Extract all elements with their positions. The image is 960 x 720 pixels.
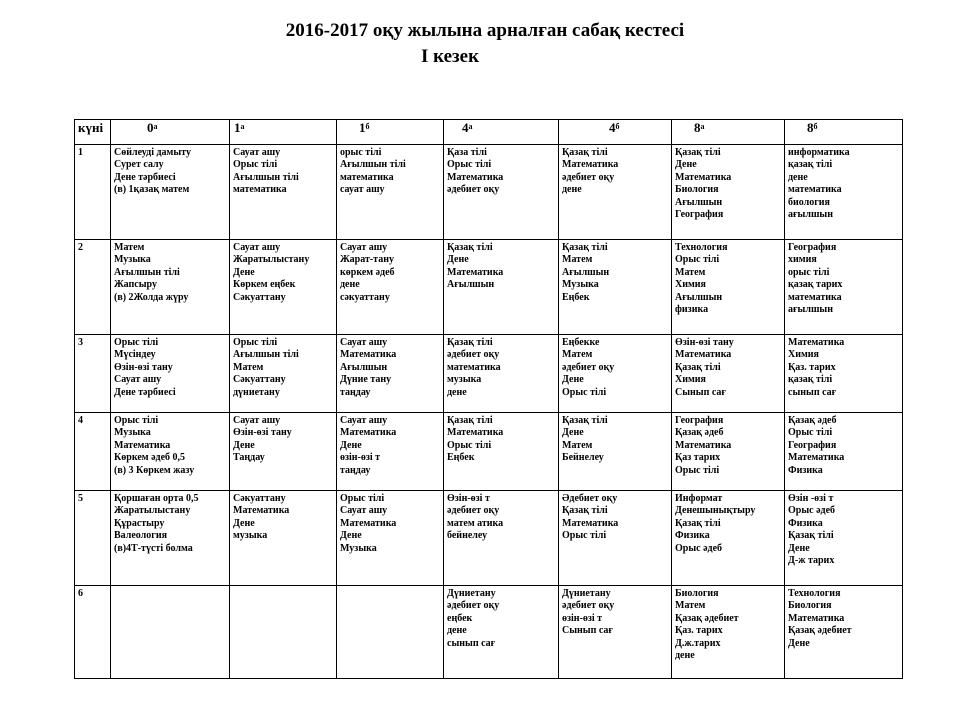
lesson-name: ағылшын (788, 304, 833, 316)
lesson-name: өзін-өзі т (340, 452, 381, 464)
lesson-name: Дүние тану (340, 374, 392, 386)
schedule-cell (230, 335, 337, 413)
lesson-name: Сәкуаттану (233, 291, 286, 303)
lesson-name: Дүниетану (447, 588, 496, 599)
lesson-name: Дүниетану (562, 588, 611, 599)
lesson-name: (в)4Т-түсті болма (114, 542, 193, 554)
lesson-name: Орыс тілі (675, 254, 720, 266)
lesson-name: Математика (675, 439, 732, 451)
lesson-name: Орыс тілі (447, 159, 492, 171)
lesson-name: Жаратылыстану (114, 505, 191, 517)
schedule-cell (230, 586, 337, 679)
lesson-name: Дене (340, 439, 362, 451)
lesson-name: Химия (675, 279, 706, 291)
lesson-name: Қазақ тілі (562, 415, 608, 426)
schedule-cell (444, 240, 559, 335)
lesson-name: Матем (675, 266, 706, 278)
schedule-cell (785, 413, 903, 491)
column-header: $1^а$ (230, 120, 337, 145)
lesson-name: Дене (340, 530, 362, 542)
lesson-name: Математика (447, 266, 504, 278)
lesson-name: Қазақ тілі (562, 242, 608, 253)
lesson-name: математика (233, 184, 287, 196)
lesson-name: Дене (233, 517, 255, 529)
lesson-name: Матем (233, 361, 264, 373)
lesson-name: Қазақ тілі (675, 361, 721, 373)
column-header: $4^б$ (559, 120, 672, 145)
lesson-name: Математика (788, 452, 845, 464)
lesson-name: Математика (114, 439, 171, 451)
schedule-cell (444, 491, 559, 586)
lesson-name: Дене тәрбиесі (114, 171, 176, 183)
lesson-name: көркем әдеб (340, 266, 395, 278)
lesson-name: Математика (340, 349, 397, 361)
schedule-cell (337, 145, 444, 240)
lesson-name: Ағылшын (562, 266, 610, 278)
lesson-name: Сөйлеуді дамыту (114, 147, 191, 158)
lesson-name: математика (340, 171, 394, 183)
lesson-name: География (788, 439, 837, 451)
lesson-name: Сауат ашу (340, 505, 388, 517)
schedule-cell (559, 145, 672, 240)
lesson-name: Қазақ тілі (447, 337, 493, 348)
lesson-name: Технология (675, 242, 728, 253)
lesson-name: Қазақ тілі (675, 147, 721, 158)
table-row (75, 491, 903, 586)
schedule-cell (444, 586, 559, 679)
lesson-name: Қаз. тарих (788, 361, 836, 373)
lesson-name: Сурет салу (114, 159, 164, 171)
lesson-name: Денешынықтыру (675, 505, 756, 517)
schedule-cell (785, 145, 903, 240)
column-header: $1^б$ (337, 120, 444, 145)
lesson-name: Қазақ әдеб (675, 427, 724, 439)
lesson-name: дене (447, 625, 467, 637)
schedule-cell (111, 413, 230, 491)
lesson-name: әдебиет оқу (447, 600, 500, 612)
schedule-cell (559, 240, 672, 335)
schedule-cell (785, 335, 903, 413)
lesson-name: Химия (788, 349, 819, 361)
schedule-cell (337, 586, 444, 679)
lesson-name: Көркем еңбек (233, 279, 296, 291)
lesson-name: Қазақ әдеб (788, 415, 837, 426)
day-number: 1 (75, 145, 111, 240)
lesson-name: дене (562, 184, 582, 196)
lesson-name: Қазақ әдебиет (788, 625, 852, 637)
lesson-name: Орыс әдеб (788, 505, 836, 517)
schedule-cell (444, 145, 559, 240)
lesson-name: биология (788, 196, 830, 208)
lesson-name: Сауат ашу (340, 415, 388, 426)
lesson-name: Дене (788, 637, 810, 649)
lesson-name: Дене (562, 374, 584, 386)
schedule-cell (337, 413, 444, 491)
lesson-name: (в) 1қазақ матем (114, 184, 190, 196)
lesson-name: Өзін -өзі т (788, 493, 834, 504)
schedule-cell (672, 240, 785, 335)
lesson-name: Физика (788, 517, 823, 529)
lesson-name: География (675, 209, 724, 221)
lesson-name: Дене тәрбиесі (114, 386, 176, 398)
lesson-name: Дене (788, 542, 810, 554)
lesson-name: Өзін-өзі тану (675, 337, 734, 348)
lesson-name: Матем (562, 254, 593, 266)
lesson-name: Музыка (114, 427, 151, 439)
schedule-cell (444, 335, 559, 413)
lesson-name: Технология (788, 588, 841, 599)
lesson-name: Ағылшын тілі (233, 349, 299, 361)
lesson-name: Матем (675, 600, 706, 612)
lesson-name: Қазақ тілі (675, 517, 721, 529)
lesson-name: Ағылшын (447, 279, 495, 291)
lesson-name: Қазақ әдебиет (675, 612, 739, 624)
lesson-name: Ағылшын (675, 291, 723, 303)
schedule-cell (111, 240, 230, 335)
lesson-name: Математика (562, 159, 619, 171)
lesson-name: Орыс тілі (340, 493, 385, 504)
schedule-cell (337, 240, 444, 335)
corner-label: күні (75, 120, 111, 145)
lesson-name: музыка (233, 530, 268, 542)
lesson-name: әдебиет оқу (447, 349, 500, 361)
lesson-name: Физика (788, 464, 823, 476)
schedule-cell (337, 491, 444, 586)
lesson-name: Өзін-өзі тану (114, 361, 173, 373)
lesson-name: дене (675, 650, 695, 662)
lesson-name: Ағылшын тілі (233, 171, 299, 183)
lesson-name: Математика (340, 517, 397, 529)
lesson-name: сынып сағ (788, 386, 837, 398)
table-row (75, 335, 903, 413)
schedule-cell (672, 145, 785, 240)
lesson-name: сынып сағ (447, 637, 496, 649)
lesson-name: сәкуаттану (340, 291, 390, 303)
schedule-cell (230, 240, 337, 335)
lesson-name: Таңдау (233, 452, 265, 464)
lesson-name: Ағылшын (675, 196, 723, 208)
lesson-name: өзін-өзі т (562, 612, 603, 624)
lesson-name: Математика (447, 171, 504, 183)
lesson-name: Биология (675, 588, 719, 599)
lesson-name: Орыс тілі (114, 415, 159, 426)
lesson-name: География (788, 242, 837, 253)
schedule-cell (785, 491, 903, 586)
table-row (75, 586, 903, 679)
lesson-name: Музыка (340, 542, 377, 554)
column-header: $8^б$ (785, 120, 903, 145)
lesson-name: Орыс тілі (114, 337, 159, 348)
schedule-cell (672, 586, 785, 679)
lesson-name: Матем (114, 242, 145, 253)
lesson-name: Сәкуаттану (233, 493, 286, 504)
lesson-name: музыка (447, 374, 482, 386)
lesson-name: Қаз тарих (675, 452, 721, 464)
lesson-name: Қаза тілі (447, 147, 487, 158)
schedule-cell (785, 586, 903, 679)
lesson-name: матем атика (447, 517, 504, 529)
lesson-name: Қазақ тілі (447, 415, 493, 426)
lesson-name: дене (788, 171, 808, 183)
lesson-name: қазақ тілі (788, 374, 833, 386)
lesson-name: дене (447, 386, 467, 398)
lesson-name: информатика (788, 147, 850, 158)
lesson-name: Қазақ тілі (447, 242, 493, 253)
column-header: $0^а$ (111, 120, 230, 145)
lesson-name: химия (788, 254, 817, 266)
lesson-name: Дене (675, 159, 697, 171)
lesson-name: Құрастыру (114, 517, 165, 529)
lesson-name: Математика (562, 517, 619, 529)
lesson-name: Д.ж.тарих (675, 637, 721, 649)
schedule-cell (559, 413, 672, 491)
lesson-name: Сынып сағ (675, 386, 726, 398)
lesson-name: Орыс әдеб (675, 542, 723, 554)
header-row (75, 120, 903, 145)
lesson-name: Сауат ашу (233, 242, 281, 253)
lesson-name: Матем (562, 439, 593, 451)
lesson-name: Орыс тілі (447, 439, 492, 451)
lesson-name: Биология (788, 600, 832, 612)
lesson-name: сауат ашу (340, 184, 385, 196)
lesson-name: Сынып сағ (562, 625, 613, 637)
lesson-name: дене (340, 279, 360, 291)
schedule-cell (111, 145, 230, 240)
lesson-name: Сауат ашу (233, 415, 281, 426)
lesson-name: Орыс тілі (562, 386, 607, 398)
lesson-name: әдебиет оқу (447, 184, 500, 196)
lesson-name: Орыс тілі (788, 427, 833, 439)
lesson-name: Мүсіндеу (114, 349, 156, 361)
lesson-name: Математика (340, 427, 397, 439)
lesson-name: таңдау (340, 386, 371, 398)
day-number: 4 (75, 413, 111, 491)
lesson-name: Орыс тілі (562, 530, 607, 542)
lesson-name: Дене (233, 266, 255, 278)
lesson-name: Сауат ашу (233, 147, 281, 158)
lesson-name: бейнелеу (447, 530, 488, 542)
day-number: 5 (75, 491, 111, 586)
table-row (75, 145, 903, 240)
lesson-name: Ағылшын тілі (340, 159, 406, 171)
schedule-table (74, 119, 903, 679)
lesson-name: Сәкуаттану (233, 374, 286, 386)
lesson-name: әдебиет оқу (562, 361, 615, 373)
lesson-name: Сауат ашу (340, 337, 388, 348)
schedule-cell (559, 586, 672, 679)
lesson-name: физика (675, 304, 709, 316)
lesson-name: математика (788, 184, 842, 196)
day-number: 6 (75, 586, 111, 679)
lesson-name: Жаратылыстану (233, 254, 310, 266)
lesson-name: Ағылшын тілі (114, 266, 180, 278)
lesson-name: әдебиет оқу (562, 600, 615, 612)
schedule-cell (111, 586, 230, 679)
lesson-name: Ағылшын (340, 361, 388, 373)
lesson-name: Орыс тілі (675, 464, 720, 476)
lesson-name: Қоршаған орта 0,5 (114, 493, 199, 504)
lesson-name: Музыка (562, 279, 599, 291)
schedule-cell (230, 491, 337, 586)
lesson-name: Сауат ашу (340, 242, 388, 253)
schedule-cell (111, 335, 230, 413)
lesson-name: Дене (447, 254, 469, 266)
lesson-name: Көркем әдеб 0,5 (114, 452, 186, 464)
lesson-name: Жарат-тану (340, 254, 394, 266)
schedule-cell (672, 335, 785, 413)
schedule-cell (672, 413, 785, 491)
lesson-name: (в) 2Жолда жүру (114, 291, 189, 303)
table-row (75, 240, 903, 335)
lesson-name: Химия (675, 374, 706, 386)
schedule-cell (559, 491, 672, 586)
lesson-name: Сауат ашу (114, 374, 162, 386)
day-number: 3 (75, 335, 111, 413)
column-header: $4^а$ (444, 120, 559, 145)
lesson-name: Математика (788, 612, 845, 624)
shift-subtitle: І кезек (420, 46, 480, 67)
schedule-cell (111, 491, 230, 586)
lesson-name: орыс тілі (788, 266, 830, 278)
schedule-cell (230, 413, 337, 491)
day-number: 2 (75, 240, 111, 335)
schedule-cell (444, 413, 559, 491)
lesson-name: Қазақ тілі (562, 147, 608, 158)
lesson-name: математика (788, 291, 842, 303)
lesson-name: Математика (233, 505, 290, 517)
lesson-name: Еңбек (447, 452, 475, 464)
lesson-name: Бейнелеу (562, 452, 604, 464)
lesson-name: Математика (675, 171, 732, 183)
lesson-name: орыс тілі (340, 147, 382, 158)
lesson-name: Физика (675, 530, 710, 542)
lesson-name: еңбек (447, 612, 473, 624)
lesson-name: Орыс тілі (233, 159, 278, 171)
schedule-cell (559, 335, 672, 413)
lesson-name: Информат (675, 493, 723, 504)
page-title: 2016-2017 оқу жылына арналған сабақ кестесі (285, 20, 685, 41)
lesson-name: таңдау (340, 464, 371, 476)
lesson-name: қазақ тарих (788, 279, 843, 291)
lesson-name: Дене (562, 427, 584, 439)
lesson-name: Математика (447, 427, 504, 439)
schedule-cell (337, 335, 444, 413)
lesson-name: Өзін-өзі тану (233, 427, 292, 439)
lesson-name: Өзін-өзі т (447, 493, 490, 504)
lesson-name: (в) 3 Көркем жазу (114, 464, 195, 476)
schedule-cell (672, 491, 785, 586)
lesson-name: Еңбек (562, 291, 590, 303)
lesson-name: Валеология (114, 530, 167, 542)
lesson-name: Дене (233, 439, 255, 451)
lesson-name: Математика (675, 349, 732, 361)
table-row (75, 413, 903, 491)
lesson-name: Еңбекке (562, 337, 600, 348)
lesson-name: Матем (562, 349, 593, 361)
lesson-name: Әдебиет оқу (562, 493, 618, 504)
lesson-name: Д-ж тарих (788, 555, 835, 567)
lesson-name: Музыка (114, 254, 151, 266)
lesson-name: Қазақ тілі (562, 505, 608, 517)
lesson-name: математика (447, 361, 501, 373)
lesson-name: әдебиет оқу (447, 505, 500, 517)
lesson-name: Қазақ тілі (788, 530, 834, 542)
lesson-name: қазақ тілі (788, 159, 833, 171)
lesson-name: дүниетану (233, 386, 280, 398)
lesson-name: әдебиет оқу (562, 171, 615, 183)
lesson-name: Орыс тілі (233, 337, 278, 348)
lesson-name: География (675, 415, 724, 426)
lesson-name: Қаз. тарих (675, 625, 723, 637)
lesson-name: Математика (788, 337, 845, 348)
lesson-name: Жапсыру (114, 279, 157, 291)
column-header: $8^а$ (672, 120, 785, 145)
schedule-cell (230, 145, 337, 240)
schedule-cell (785, 240, 903, 335)
lesson-name: ағылшын (788, 209, 833, 221)
lesson-name: Биология (675, 184, 719, 196)
